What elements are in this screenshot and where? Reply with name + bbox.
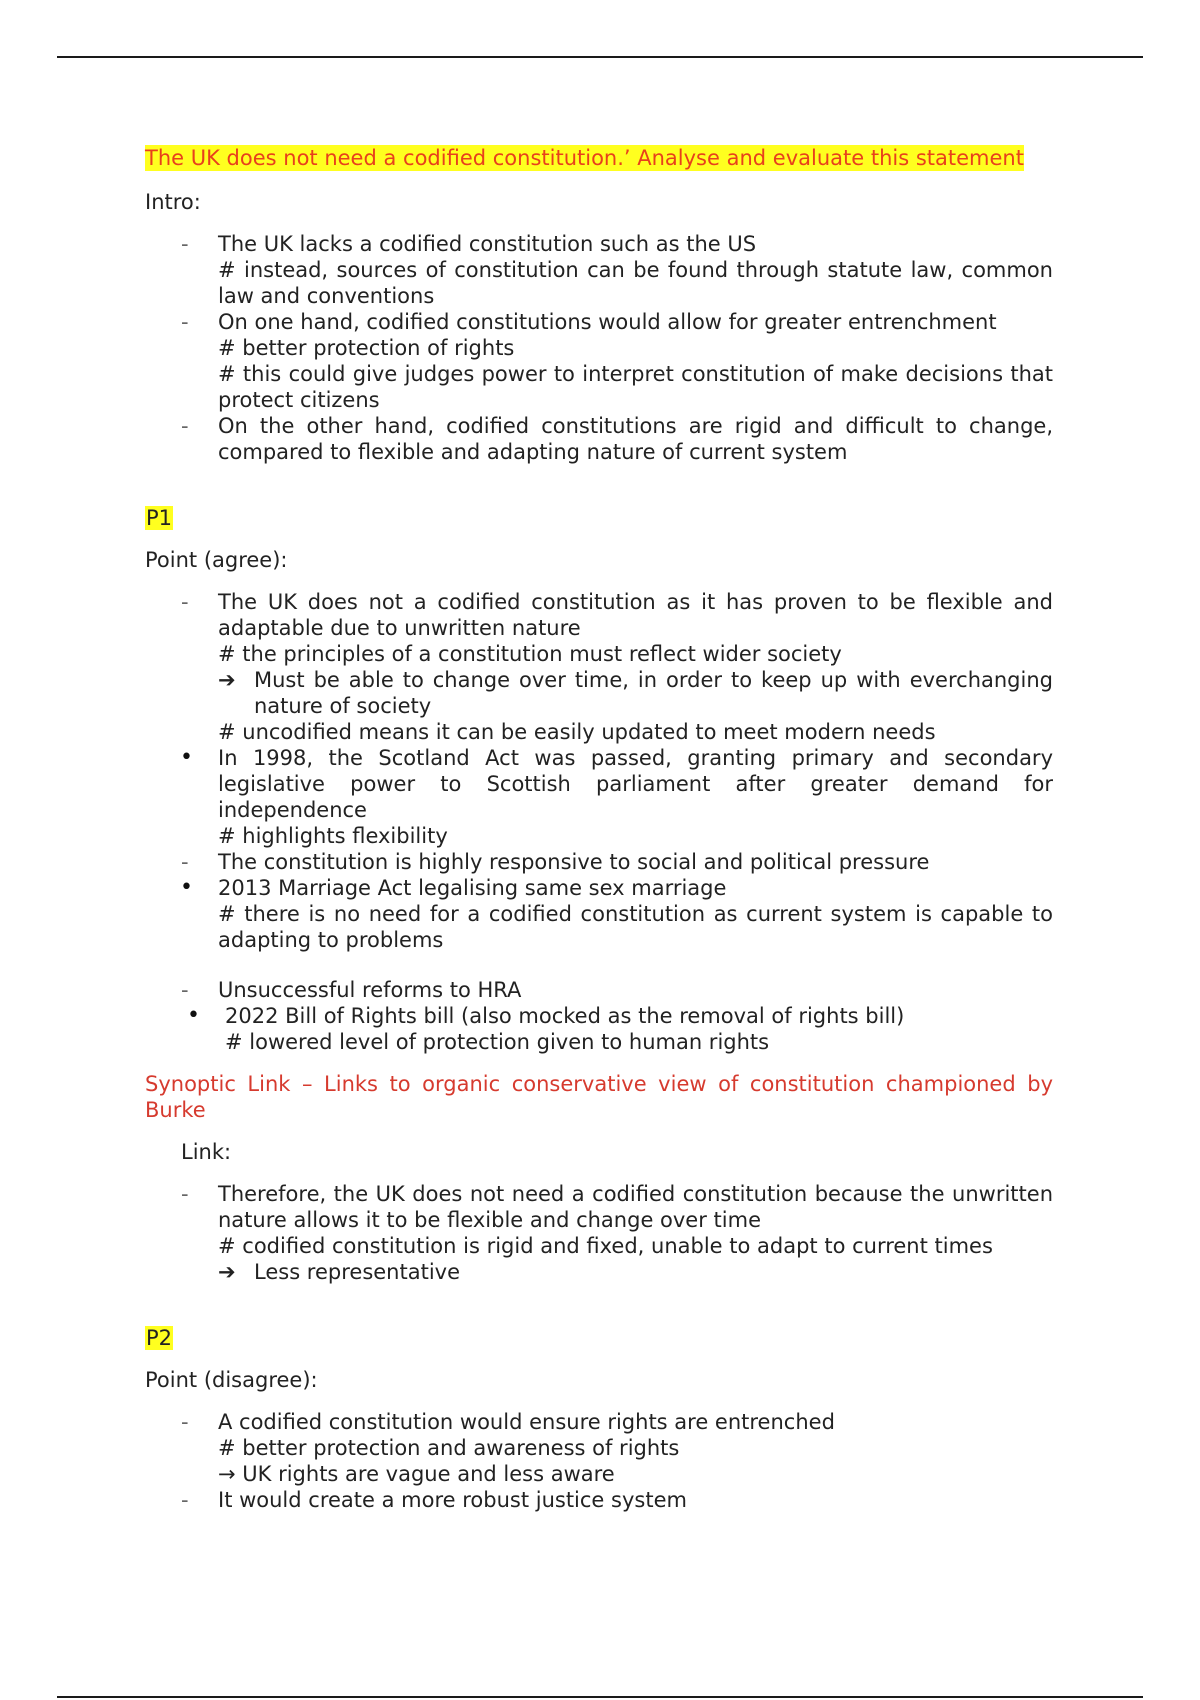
p1-item-4: • 2013 Marriage Act legalising same sex marriage # there is no need for a codified constitution as current system is capable to adapting to problems	[180, 875, 1053, 952]
arrow-right-icon: ➔	[218, 1260, 236, 1284]
bullet-dash: -	[181, 1488, 189, 1512]
link-label: Link:	[181, 1140, 232, 1164]
bullet-dash: -	[181, 1410, 189, 1434]
p1-link-arrow-point: ➔ Less representative	[218, 1260, 461, 1284]
bullet-dash: -	[181, 850, 189, 874]
p1-section	[145, 505, 1053, 1285]
p1-link-item: - Therefore, the UK does not need a codified constitution because the unwritten nature allows it to be flexible and change over time # codified constitution is rigid and fixed, unable to adapt to current times ➔ Less representative	[181, 1182, 1053, 1284]
p1-list	[145, 589, 1053, 953]
bullet-dash: -	[181, 414, 189, 438]
arrow-right-icon: ➔	[218, 668, 236, 692]
p1-arrow-point: ➔ Must be able to change over time, in order to keep up with everchanging nature of society	[218, 668, 1053, 718]
p2-heading: P2	[146, 1326, 173, 1350]
bullet-dot: •	[180, 875, 193, 900]
intro-item-3: - On the other hand, codified constitutions are rigid and difficult to change, compared to flexible and adapting nature of current system	[181, 414, 1053, 464]
p1-item-2: • In 1998, the Scotland Act was passed, granting primary and secondary legislative power to Scottish parliament after greater demand for independence # highlights flexibility	[180, 745, 1053, 848]
p1-item-6: • 2022 Bill of Rights bill (also mocked as the removal of rights bill) # lowered level of protection given to human rights	[187, 1003, 905, 1054]
p1-point-label: Point (agree):	[145, 548, 288, 572]
bullet-dash: -	[181, 978, 189, 1002]
bullet-dash: -	[181, 1182, 189, 1206]
p2-point-label: Point (disagree):	[145, 1368, 318, 1392]
intro-list	[145, 231, 1053, 465]
p1-link-list	[145, 1181, 1053, 1285]
p1-heading: P1	[146, 506, 173, 530]
p2-list	[145, 1409, 1053, 1513]
p2-item-2: - It would create a more robust justice system	[181, 1488, 687, 1512]
p1-item-1: - The UK does not a codified constitution as it has proven to be flexible and adaptable due to unwritten nature # the principles of a constitution must reflect wider society ➔ Must be able to change over time, in order to keep up with everchanging nature of society # uncodified means it can be easily updated to meet modern needs	[181, 590, 1053, 744]
intro-label: Intro:	[145, 190, 201, 214]
footer-rule	[57, 1696, 1143, 1698]
intro-item-2: - On one hand, codified constitutions would allow for greater entrenchment # better protection of rights # this could give judges power to interpret constitution of make decisions that protect citizens	[181, 310, 1053, 412]
bullet-dash: -	[181, 232, 189, 256]
bullet-dot: •	[187, 1003, 200, 1028]
p2-section	[145, 1325, 1053, 1513]
p1-item-3: - The constitution is highly responsive to social and political pressure	[181, 850, 930, 874]
bullet-dot: •	[180, 745, 193, 770]
p2-item-1: - A codified constitution would ensure rights are entrenched # better protection and awareness of rights → UK rights are vague and less aware	[181, 1410, 835, 1486]
bullet-dash: -	[181, 310, 189, 334]
essay-title: The UK does not need a codified constitution.’ Analyse and evaluate this statement	[145, 146, 1024, 170]
intro-item-1: - The UK lacks a codified constitution such as the US # instead, sources of constitution can be found through statute law, common law and conventions	[181, 232, 1053, 308]
p1-item-5: - Unsuccessful reforms to HRA	[181, 978, 522, 1002]
synoptic-link: Synoptic Link – Links to organic conservative view of constitution championed by Burke	[145, 1072, 1053, 1122]
document-page	[145, 145, 1053, 1513]
bullet-dash: -	[181, 590, 189, 614]
header-rule	[57, 56, 1143, 58]
p1-list-2	[145, 977, 1053, 1055]
